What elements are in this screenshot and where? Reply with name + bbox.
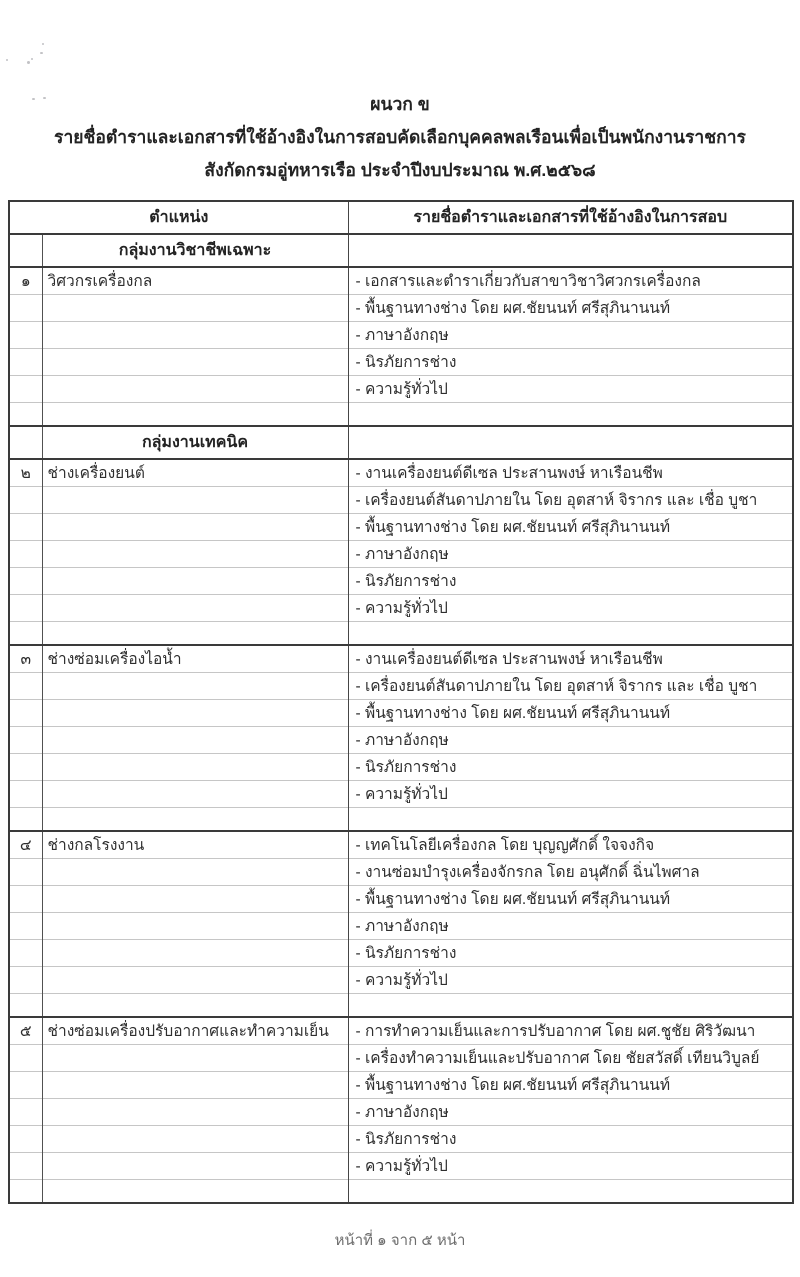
cell-reference: - ภาษาอังกฤษ — [348, 1098, 793, 1125]
cell-number: ๓ — [9, 645, 42, 672]
table-row-section — [9, 426, 793, 459]
table-row-ref — [9, 375, 793, 402]
scan-speck — [40, 52, 43, 54]
scan-speck — [6, 59, 8, 61]
cell-position — [42, 294, 348, 321]
cell-number — [9, 402, 42, 426]
cell-position — [42, 885, 348, 912]
cell-number — [9, 807, 42, 831]
cell-position — [42, 1179, 348, 1203]
cell-position — [42, 1152, 348, 1179]
table-row-ref — [9, 885, 793, 912]
table-row-ref — [9, 780, 793, 807]
cell-reference: - นิรภัยการช่าง — [348, 1125, 793, 1152]
table-row-ref — [9, 726, 793, 753]
table-row-ref — [9, 1071, 793, 1098]
table-row-ref — [9, 294, 793, 321]
table-row-ref — [9, 672, 793, 699]
scan-speck — [42, 43, 44, 45]
cell-reference: - เครื่องยนต์สันดาปภายใน โดย อุตสาห์ จิรากร และ เชื่อ บูชา — [348, 672, 793, 699]
table-row-ref — [9, 486, 793, 513]
scan-speck — [32, 98, 35, 100]
cell-reference: - นิรภัยการช่าง — [348, 753, 793, 780]
table-row-spacer — [9, 1179, 793, 1203]
cell-position — [42, 753, 348, 780]
cell-number — [9, 234, 42, 267]
table-row-ref — [9, 1044, 793, 1071]
cell-position — [42, 348, 348, 375]
cell-reference: - ความรู้ทั่วไป — [348, 780, 793, 807]
cell-position: วิศวกรเครื่องกล — [42, 267, 348, 294]
cell-number — [9, 621, 42, 645]
cell-number — [9, 672, 42, 699]
cell-reference — [348, 1179, 793, 1203]
column-header-position: ตำแหน่ง — [9, 201, 348, 234]
cell-reference — [348, 426, 793, 459]
section-group-label: กลุ่มงานวิชาชีพเฉพาะ — [42, 234, 348, 267]
table-row-spacer — [9, 807, 793, 831]
table-row-entry — [9, 645, 793, 672]
table-row-spacer — [9, 402, 793, 426]
table-row-ref — [9, 1152, 793, 1179]
cell-number — [9, 513, 42, 540]
cell-position: ช่างเครื่องยนต์ — [42, 459, 348, 486]
cell-position — [42, 699, 348, 726]
cell-reference: - งานเครื่องยนต์ดีเซล ประสานพงษ์ หาเรือนชีพ — [348, 645, 793, 672]
cell-position — [42, 939, 348, 966]
cell-number — [9, 966, 42, 993]
table-row-ref — [9, 567, 793, 594]
table-row-ref — [9, 753, 793, 780]
cell-reference: - พื้นฐานทางช่าง โดย ผศ.ชัยนนท์ ศรีสุภินานนท์ — [348, 294, 793, 321]
table-row-ref — [9, 858, 793, 885]
table-row-ref — [9, 348, 793, 375]
cell-reference: - นิรภัยการช่าง — [348, 939, 793, 966]
cell-position — [42, 780, 348, 807]
cell-number — [9, 486, 42, 513]
cell-number — [9, 753, 42, 780]
table-row-entry — [9, 459, 793, 486]
cell-position — [42, 540, 348, 567]
table-row-entry — [9, 267, 793, 294]
cell-number — [9, 594, 42, 621]
cell-number — [9, 699, 42, 726]
cell-position — [42, 858, 348, 885]
cell-position — [42, 726, 348, 753]
cell-position — [42, 672, 348, 699]
cell-number: ๕ — [9, 1017, 42, 1044]
table-row-ref — [9, 912, 793, 939]
cell-position — [42, 1071, 348, 1098]
cell-position — [42, 402, 348, 426]
cell-number — [9, 1125, 42, 1152]
cell-position — [42, 486, 348, 513]
cell-number: ๑ — [9, 267, 42, 294]
cell-number — [9, 858, 42, 885]
cell-reference: - งานเครื่องยนต์ดีเซล ประสานพงษ์ หาเรือนชีพ — [348, 459, 793, 486]
cell-number: ๒ — [9, 459, 42, 486]
cell-reference: - ภาษาอังกฤษ — [348, 726, 793, 753]
cell-reference — [348, 993, 793, 1017]
cell-reference — [348, 621, 793, 645]
table-row-ref — [9, 513, 793, 540]
cell-reference: - ความรู้ทั่วไป — [348, 1152, 793, 1179]
cell-reference: - พื้นฐานทางช่าง โดย ผศ.ชัยนนท์ ศรีสุภินานนท์ — [348, 513, 793, 540]
cell-number — [9, 375, 42, 402]
cell-reference: - ภาษาอังกฤษ — [348, 540, 793, 567]
cell-number — [9, 993, 42, 1017]
cell-reference: - นิรภัยการช่าง — [348, 348, 793, 375]
cell-reference: - พื้นฐานทางช่าง โดย ผศ.ชัยนนท์ ศรีสุภินานนท์ — [348, 1071, 793, 1098]
table-row-ref — [9, 1098, 793, 1125]
cell-reference: - เทคโนโลยีเครื่องกล โดย บุญญศักดิ์ ใจจงกิจ — [348, 831, 793, 858]
table-row-spacer — [9, 621, 793, 645]
cell-position — [42, 594, 348, 621]
table-row-ref — [9, 540, 793, 567]
cell-position: ช่างกลโรงงาน — [42, 831, 348, 858]
appendix-title: ผนวก ข — [370, 94, 430, 114]
table-row-ref — [9, 594, 793, 621]
cell-position — [42, 1125, 348, 1152]
scan-speck — [27, 61, 30, 64]
cell-reference: - งานซ่อมบำรุงเครื่องจักรกล โดย อนุศักดิ์ ฉิ่นไพศาล — [348, 858, 793, 885]
cell-position: ช่างซ่อมเครื่องปรับอากาศและทำความเย็น — [42, 1017, 348, 1044]
cell-reference: - พื้นฐานทางช่าง โดย ผศ.ชัยนนท์ ศรีสุภินานนท์ — [348, 885, 793, 912]
section-group-label: กลุ่มงานเทคนิค — [42, 426, 348, 459]
cell-reference — [348, 234, 793, 267]
cell-position — [42, 1098, 348, 1125]
cell-position — [42, 966, 348, 993]
cell-number — [9, 1044, 42, 1071]
cell-number — [9, 780, 42, 807]
cell-reference: - พื้นฐานทางช่าง โดย ผศ.ชัยนนท์ ศรีสุภินานนท์ — [348, 699, 793, 726]
cell-position — [42, 1044, 348, 1071]
cell-number — [9, 540, 42, 567]
table-row-ref — [9, 1125, 793, 1152]
cell-reference: - การทำความเย็นและการปรับอากาศ โดย ผศ.ชูชัย ศิริวัฒนา — [348, 1017, 793, 1044]
cell-number — [9, 1152, 42, 1179]
cell-number — [9, 348, 42, 375]
cell-reference: - ภาษาอังกฤษ — [348, 912, 793, 939]
cell-reference: - ความรู้ทั่วไป — [348, 966, 793, 993]
cell-number — [9, 1098, 42, 1125]
cell-position — [42, 993, 348, 1017]
cell-position — [42, 321, 348, 348]
table-row-ref — [9, 939, 793, 966]
cell-position — [42, 567, 348, 594]
table-row-spacer — [9, 993, 793, 1017]
cell-reference — [348, 807, 793, 831]
cell-reference: - ความรู้ทั่วไป — [348, 594, 793, 621]
scan-speck — [43, 97, 46, 99]
cell-number — [9, 321, 42, 348]
cell-position — [42, 912, 348, 939]
scan-speck — [31, 58, 33, 60]
table-row-ref — [9, 699, 793, 726]
cell-reference: - ภาษาอังกฤษ — [348, 321, 793, 348]
cell-number — [9, 1179, 42, 1203]
page-number: หน้าที่ ๑ จาก ๕ หน้า — [334, 1232, 466, 1249]
cell-position — [42, 621, 348, 645]
table-row-entry — [9, 831, 793, 858]
cell-number: ๔ — [9, 831, 42, 858]
cell-reference: - เครื่องยนต์สันดาปภายใน โดย อุตสาห์ จิรากร และ เชื่อ บูชา — [348, 486, 793, 513]
table-row-entry — [9, 1017, 793, 1044]
title-block — [0, 0, 800, 187]
cell-reference: - เครื่องทำความเย็นและปรับอากาศ โดย ชัยสวัสดิ์ เทียนวิบูลย์ — [348, 1044, 793, 1071]
cell-number — [9, 939, 42, 966]
cell-reference: - ความรู้ทั่วไป — [348, 375, 793, 402]
column-header-references: รายชื่อตำราและเอกสารที่ใช้อ้างอิงในการสอบ — [348, 201, 793, 234]
table-row-ref — [9, 966, 793, 993]
cell-reference: - นิรภัยการช่าง — [348, 567, 793, 594]
cell-reference — [348, 402, 793, 426]
document-subtitle-line1: รายชื่อตำราและเอกสารที่ใช้อ้างอิงในการสอบคัดเลือกบุคคลพลเรือนเพื่อเป็นพนักงานราชการ — [54, 127, 746, 147]
cell-position — [42, 807, 348, 831]
document-subtitle-line2: สังกัดกรมอู่ทหารเรือ ประจำปีงบประมาณ พ.ศ.๒๕๖๘ — [204, 160, 596, 180]
table-header-row — [9, 201, 793, 234]
cell-position — [42, 375, 348, 402]
cell-position: ช่างซ่อมเครื่องไอน้ำ — [42, 645, 348, 672]
cell-number — [9, 912, 42, 939]
cell-number — [9, 567, 42, 594]
cell-number — [9, 726, 42, 753]
cell-reference: - เอกสารและตำราเกี่ยวกับสาขาวิชาวิศวกรเครื่องกล — [348, 267, 793, 294]
references-table — [8, 200, 794, 1204]
cell-position — [42, 513, 348, 540]
cell-number — [9, 294, 42, 321]
cell-number — [9, 426, 42, 459]
table-row-section — [9, 234, 793, 267]
cell-number — [9, 1071, 42, 1098]
cell-number — [9, 885, 42, 912]
table-row-ref — [9, 321, 793, 348]
